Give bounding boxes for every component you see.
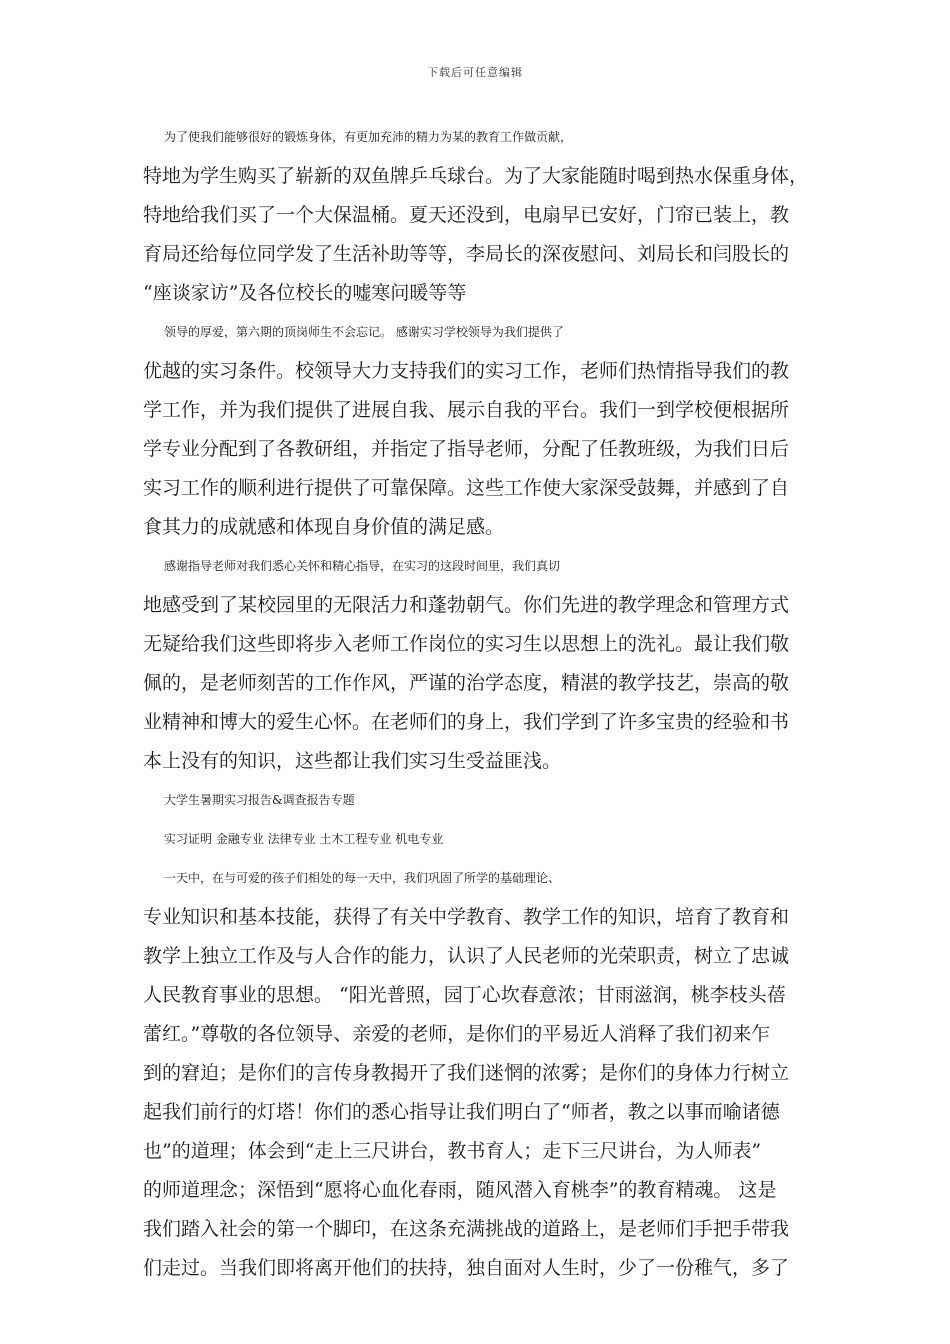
- text-line: 为了使我们能够很好的锻炼身体，有更加充沛的精力为某的教育工作做贡献，: [164, 130, 573, 144]
- text-line: 佩的，是老师刻苦的工作作风，严谨的治学态度，精湛的教学技艺，崇高的敬: [143, 672, 790, 694]
- text-line: 一天中，在与可爱的孩子们相处的每一天中，我们巩固了所学的基础理论、: [164, 871, 561, 885]
- text-line: 也”的道理；体会到“走上三尺讲台，教书育人；走下三尺讲台，为人师表”: [143, 1140, 762, 1162]
- text-line: 特地为学生购买了崭新的双鱼牌乒乓球台。为了大家能随时喝到热水保重身体，: [143, 165, 809, 187]
- text-line: 实习工作的顺利进行提供了可靠保障。这些工作使大家深受鼓舞，并感到了自: [143, 477, 790, 499]
- text-line: 专业知识和基本技能，获得了有关中学教育、教学工作的知识，培育了教育和: [143, 906, 790, 928]
- text-line: 学专业分配到了各教研组，并指定了指导老师，分配了任教班级，为我们日后: [143, 438, 790, 460]
- text-line: 人民教育事业的思想。 “阳光普照，园丁心坎春意浓；甘雨滋润，桃李枝头蓓: [143, 984, 786, 1006]
- text-line: 到的窘迫；是你们的言传身教揭开了我们迷惘的浓雾；是你们的身体力行树立: [143, 1062, 790, 1084]
- text-line: 本上没有的知识，这些都让我们实习生受益匪浅。: [143, 750, 562, 772]
- text-line: 的师道理念；深悟到“愿将心血化春雨，随风潜入育桃李”的教育精魂。 这是: [143, 1179, 777, 1201]
- text-line: 教学上独立工作及与人合作的能力，认识了人民老师的光荣职责，树立了忠诚: [143, 945, 790, 967]
- text-line: 我们踏入社会的第一个脚印，在这条充满挑战的道路上，是老师们手把手带我: [143, 1218, 790, 1240]
- text-line: 们走过。当我们即将离开他们的扶持，独自面对人生时，少了一份稚气，多了: [143, 1257, 790, 1279]
- body-text: [143, 118, 819, 1288]
- text-line: 学工作，并为我们提供了进展自我、展示自我的平台。我们一到学校便根据所: [143, 399, 790, 421]
- text-line: 感谢指导老师对我们悉心关怀和精心指导，在实习的这段时间里，我们真切: [164, 559, 561, 573]
- text-line: 无疑给我们这些即将步入老师工作岗位的实习生以思想上的洗礼。最让我们敬: [143, 633, 790, 655]
- text-line: 地感受到了某校园里的无限活力和蓬勃朝气。你们先进的教学理念和管理方式: [143, 594, 790, 616]
- text-line: 领导的厚爱，第六期的顶岗师生不会忘记。 感谢实习学校领导为我们提供了: [164, 325, 564, 339]
- text-line: 起我们前行的灯塔！你们的悉心指导让我们明白了“师者，教之以事而喻诸德: [143, 1101, 780, 1123]
- text-line: 优越的实习条件。校领导大力支持我们的实习工作，老师们热情指导我们的教: [143, 360, 790, 382]
- text-line: 实习证明 金融专业 法律专业 土木工程专业 机电专业: [164, 832, 444, 846]
- text-line: 业精神和博大的爱生心怀。在老师们的身上，我们学到了许多宝贵的经验和书: [143, 711, 790, 733]
- text-line: 蕾红。”尊敬的各位领导、亲爱的老师，是你们的平易近人消释了我们初来乍: [143, 1023, 771, 1045]
- page-header: 下载后可任意编辑: [427, 66, 523, 79]
- text-line: 特地给我们买了一个大保温桶。夏天还没到，电扇早已安好，门帘已装上，教: [143, 204, 790, 226]
- text-line: 大学生暑期实习报告&调查报告专题: [164, 793, 355, 807]
- text-line: 食其力的成就感和体现自身价值的满足感。: [143, 516, 505, 538]
- text-line: 育局还给每位同学发了生活补助等等，李局长的深夜慰问、刘局长和闫股长的: [143, 243, 790, 265]
- text-line: “座谈家访”及各位校长的嘘寒问暖等等: [143, 282, 467, 304]
